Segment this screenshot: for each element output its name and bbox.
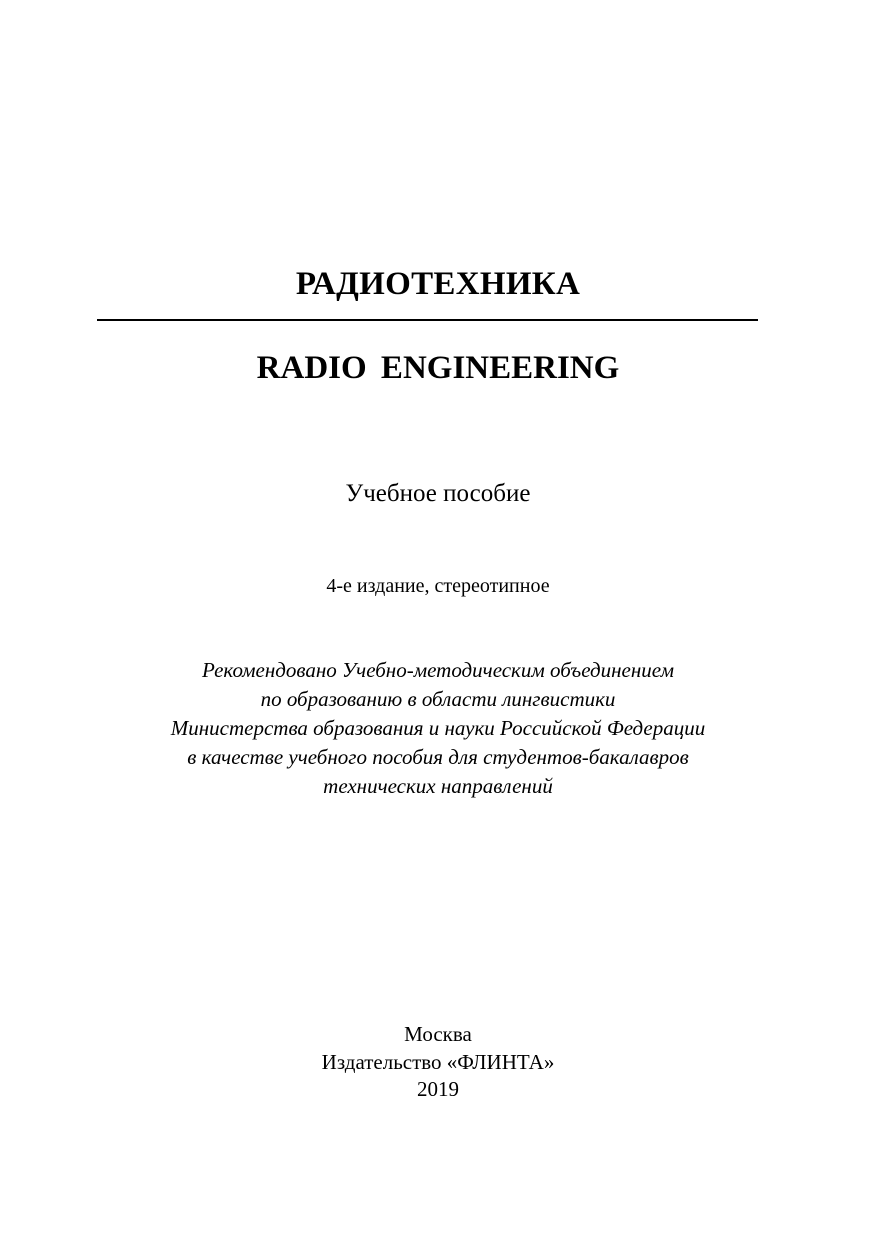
title-divider [97, 319, 758, 321]
recommendation-block [0, 656, 876, 801]
book-subtitle: Учебное пособие [345, 480, 531, 507]
recommendation-line: по образованию в области лингвистики [260, 687, 616, 711]
imprint-city: Москва [404, 1022, 472, 1046]
book-title-english: RADIO ENGINEERING [256, 350, 620, 386]
recommendation-line: Рекомендовано Учебно-методическим объединением [202, 658, 674, 682]
imprint-year: 2019 [417, 1077, 459, 1101]
recommendation-line: технических направлений [323, 774, 553, 798]
imprint-block [0, 1021, 876, 1104]
book-title-russian: РАДИОТЕХНИКА [295, 266, 581, 302]
edition-note: 4-е издание, стереотипное [326, 575, 550, 597]
imprint-publisher: Издательство «ФЛИНТА» [321, 1049, 555, 1074]
recommendation-line: Министерства образования и науки Российской Федерации [170, 716, 706, 740]
recommendation-line: в качестве учебного пособия для студентов-бакалавров [187, 745, 689, 769]
